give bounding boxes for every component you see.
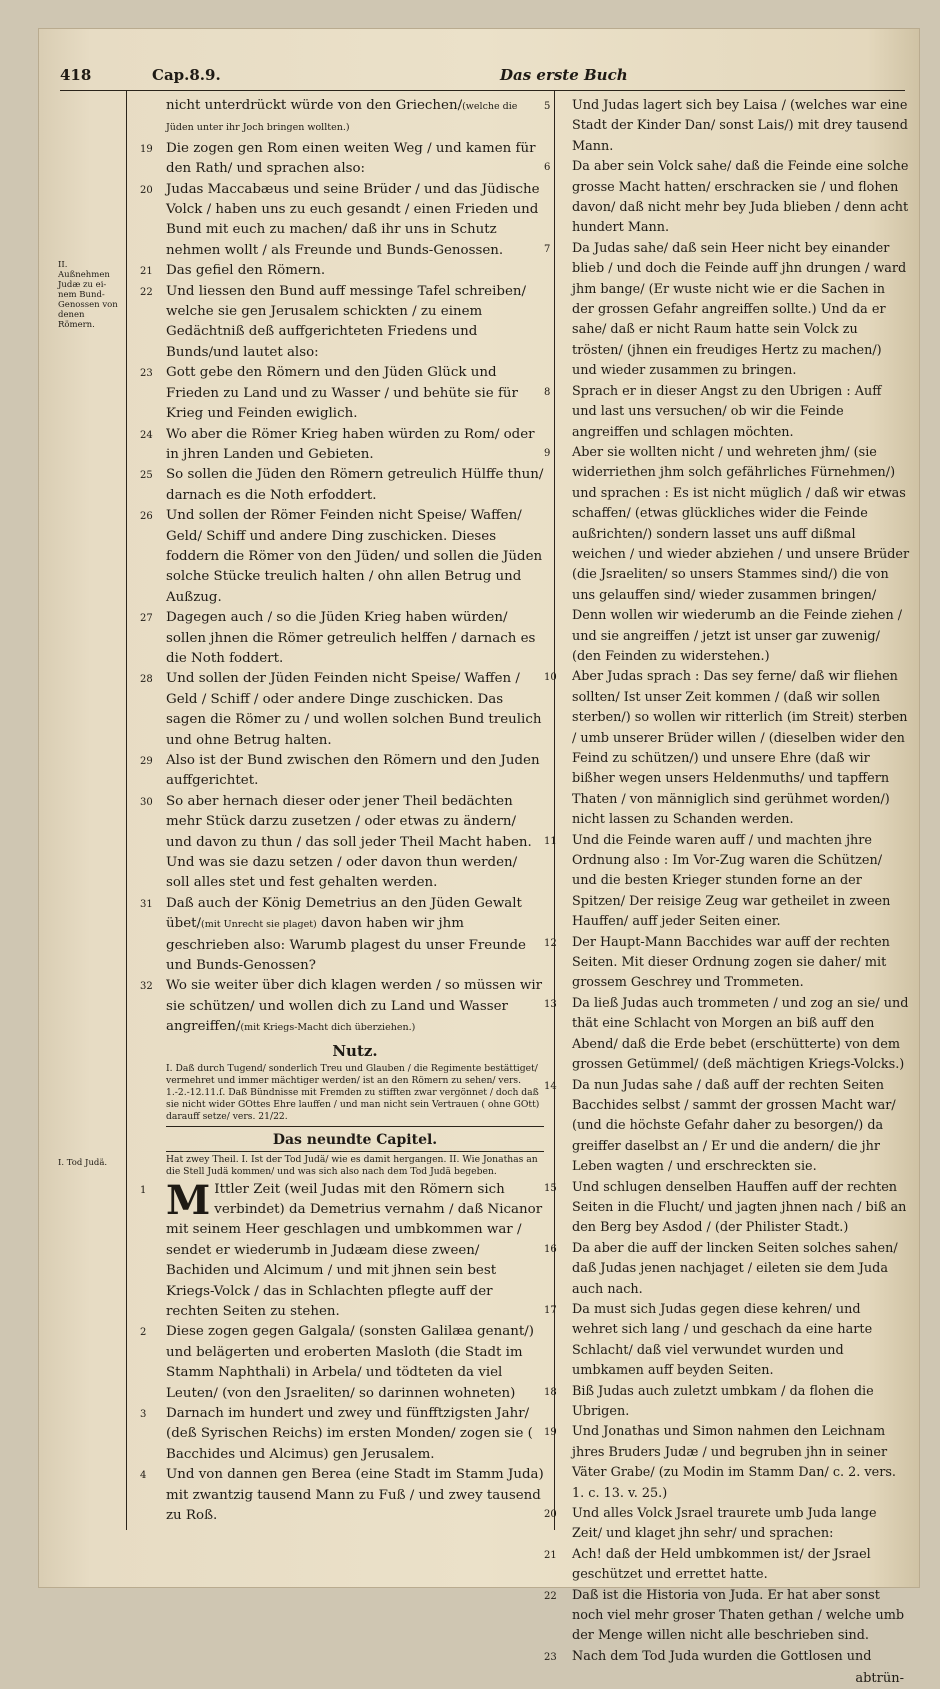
verse-text: Nach dem Tod Juda wurden die Gottlosen und — [572, 1648, 872, 1664]
verse-number: 26 — [140, 511, 153, 523]
verse-gloss: (mit Unrecht sie plaget) — [201, 919, 317, 931]
verse-text: Und Judas lagert sich bey Laisa / (welches war eine Stadt der Kinder Dan/ sonst Lais/) mit drey tausend Mann. — [572, 98, 908, 154]
verse-text: Wo sie weiter über dich klagen werden / so müssen wir sie schützen/ und wollen dich zu Land und Wasser angreiffen/ — [166, 978, 543, 1035]
verse — [544, 1545, 910, 1586]
verse-number: 21 — [544, 1549, 557, 1561]
chapter-reference: Cap.8.9. — [152, 66, 221, 84]
verse-text: Daß ist die Historia von Juda. Er hat aber sonst noch viel mehr groser Thaten gethan / welche umb der Menge willen nicht alle beschrieben sind. — [572, 1587, 905, 1644]
verse-gloss: (welche die Jüden unter ihr Joch bringen wollten.) — [166, 101, 518, 134]
verse — [140, 425, 544, 466]
verse-text: Und liessen den Bund auff messinge Tafel schreiben/ welche sie gen Jerusalem schickten / zu einem Gedächtniß deß auffgerichteten Friedens und Bunds/und lautet also: — [166, 283, 527, 360]
margin-divider — [126, 90, 127, 1530]
verse — [140, 608, 544, 669]
verse — [140, 261, 544, 281]
verse-text: Gott gebe den Römern und den Jüden Glück und Frieden zu Land und zu Wasser / und behüte sie für Krieg und Feinden ewiglich. — [166, 365, 518, 422]
verse-number: 30 — [140, 796, 153, 808]
margin-note-death: I. Tod Judä. — [58, 1158, 108, 1168]
verse-number: 10 — [544, 672, 557, 684]
verse — [140, 282, 544, 364]
verse-text: Also ist der Bund zwischen den Römern und den Juden auffgerichtet. — [166, 753, 540, 789]
verse — [140, 976, 544, 1038]
verse-number: 4 — [140, 1470, 147, 1482]
verse-number: 25 — [140, 470, 153, 482]
verse — [544, 933, 910, 994]
verse-text: nicht unterdrückt würde von den Griechen/ — [166, 98, 463, 113]
verse-number: 21 — [140, 266, 153, 278]
verse-number: 31 — [140, 898, 153, 910]
verse-text: Wo aber die Römer Krieg haben würden zu Rom/ oder in jhren Landen und Gebieten. — [166, 426, 535, 462]
verse-number: 2 — [140, 1327, 147, 1339]
verse-text: So sollen die Jüden den Römern getreulich Hülffe thun/ darnach es die Noth erfoddert. — [166, 467, 544, 503]
verse — [166, 96, 544, 139]
verse-number: 23 — [544, 1651, 557, 1663]
chapter-heading: Das neundte Capitel. — [166, 1130, 544, 1151]
verse-text: Und von dannen gen Berea (eine Stadt im Stamm Juda) mit zwantzig tausend Mann zu Fuß / und zwey tausend zu Roß. — [166, 1467, 544, 1523]
book-title: Das erste Buch — [500, 66, 628, 84]
verse-number: 7 — [544, 243, 551, 255]
verse-text: Und alles Volck Jsrael traurete umb Juda lange Zeit/ und klaget jhn sehr/ und sprachen: — [572, 1506, 877, 1542]
verse-number: 13 — [544, 998, 557, 1010]
chapter-summary: Hat zwey Theil. I. Ist der Tod Judä/ wie es damit hergangen. II. Wie Jonathas an die Stell Judä kommen/ und was sich also nach dem Tod Judä begeben. — [166, 1153, 538, 1177]
verse — [140, 506, 544, 608]
page-header — [60, 64, 905, 91]
verse-number: 1 — [140, 1184, 147, 1196]
verse — [140, 465, 544, 506]
verse — [140, 1176, 544, 1323]
verse-gloss: (mit Kriegs-Macht dich überziehen.) — [240, 1022, 416, 1034]
verse-text: Da aber die auff der lincken Seiten solches sahen/ daß Judas jenen nachjaget / eileten sie dem Juda auch nach. — [572, 1240, 898, 1297]
nutz-heading: Nutz. — [332, 1041, 378, 1060]
verse-number: 18 — [544, 1386, 557, 1398]
verse-text: Und die Feinde waren auff / und machten jhre Ordnung also : Im Vor-Zug waren die Schützen/ und die besten Krieger stunden forne an der Spitzen/ Der reisige Zeug war getheilet in zween Hauffen/ auff jeder Seiten einer. — [572, 832, 891, 930]
verse-text: Aber Judas sprach : Das sey ferne/ daß wir fliehen sollten/ Ist unser Zeit kommen / (daß wir sollen sterben/) so wollen wir ritterlich (im Streit) sterben / umb unserer Brüder willen / (dieselben wider den Feind zu schützen/) und unsere Ehre (daß wir bißher wegen unsers Heldenmuths/ und tapffern Thaten / von männiglich sind gerühmet worden/) nicht lassen zu Schanden werden. — [572, 669, 908, 828]
verse-number: 28 — [140, 674, 153, 686]
verse-text: Da nun Judas sahe / daß auff der rechten Seiten Bacchides selbst / sammt der grossen Macht war/ (und die höchste Gefahr daher zu besorgen/) da greiffer daselbst an / Er und die andern/ die jhr Leben wagten / und erschreckten sie. — [572, 1077, 896, 1175]
verse-text: Biß Judas auch zuletzt umbkam / da flohen die Ubrigen. — [572, 1383, 874, 1419]
verse-number: 11 — [544, 835, 557, 847]
verse-number: 29 — [140, 756, 153, 767]
verse-number: 19 — [140, 143, 153, 155]
verse-number: 24 — [140, 429, 153, 441]
margin-note-alliance: II. Außnehmen Judæ zu ei-nem Bund-Genossen von denen Römern. — [58, 260, 118, 330]
verse-text: Judas Maccabæus und seine Brüder / und das Jüdische Volck / haben uns zu euch gesandt / einen Frieden und Bund mit euch zu machen/ daß ihr uns in Schutz nehmen wollt / als Freunde und Bunds-Genossen. — [166, 181, 540, 258]
verse-number: 27 — [140, 613, 153, 625]
verse-number: 9 — [544, 447, 551, 459]
verse — [544, 443, 910, 667]
left-column — [140, 96, 544, 1526]
verse-number: 17 — [544, 1304, 557, 1316]
verse — [140, 751, 544, 792]
verse-text: Dagegen auch / so die Jüden Krieg haben würden/ sollen jhnen die Römer getreulich helffen / darnach es die Noth foddert. — [166, 610, 536, 666]
nutz-text: I. Daß durch Tugend/ sonderlich Treu und Glauben / die Regimente bestättiget/ vermehret und immer mächtiger werden/ ist an den Römern zu sehen/ vers. 1.-2.-12.11.ſ. Daß Bündnisse mit Fremden zu stifften zwar vergönnet / doch daß sie nicht wider GOttes Ehre lauffen / und man nicht sein Vertrauen ( ohne GOtt) darauff setze/ vers. 21/22. — [166, 1063, 544, 1127]
right-column — [544, 96, 910, 1686]
verse-text: Aber sie wollten nicht / und wehreten jhm/ (sie widerriethen jhm solch gefährliches Fürnehmen/) und sprachen : Es ist nicht müglich / daß wir etwas schaffen/ (etwas glückliches wider die Feinde außrichten/) sondern lasset uns auff dißmal weichen / und wieder abziehen / und unsere Brüder (die Jsraeliten/ so unsers Stammes sind/) die von uns gelauffen sind/ wieder zusammen bringen/ Denn wollen wir wiederumb an die Feinde ziehen / und sie angreiffen / jetzt ist unser gar zuwenig/ (den Feinden zu widerstehen.) — [572, 444, 910, 664]
verse-number: 15 — [544, 1182, 557, 1194]
verse-text: Sprach er in dieser Angst zu den Ubrigen : Auff und last uns versuchen/ ob wir die Feinde angreiffen und schlagen möchten. — [572, 383, 882, 440]
verse-text: Da aber sein Volck sahe/ daß die Feinde eine solche grosse Macht hatten/ erschracken sie / und flohen davon/ daß nicht mehr bey Juda blieben / denn acht hundert Mann. — [572, 159, 909, 236]
verse — [140, 792, 544, 894]
verse — [544, 96, 910, 157]
verse — [544, 1239, 910, 1300]
verse — [140, 180, 544, 262]
verse-text: Ittler Zeit (weil Judas mit den Römern sich verbindet) da Demetrius vernahm / daß Nicanor mit seinem Heer geschlagen und umbkommen war / sendet er wiederumb in Judæam diese zween/ Bachiden und Alcimum / und mit jhnen sein best Kriegs-Volck / das in Schlachten pflegte auff der rechten Seiten zu stehen. — [166, 1181, 543, 1319]
verse-number: 14 — [544, 1080, 557, 1092]
verse — [544, 1178, 910, 1239]
verse-number: 5 — [544, 101, 551, 112]
drop-cap: M — [166, 1176, 211, 1224]
verse-text: Diese zogen gegen Galgala/ (sonsten Galilæa genant/) und belägerten und eroberten Masloth (die Stadt im Stamm Naphthali) in Arbela/ und tödteten da viel Leuten/ (von den Jsraeliten/ so darinnen wohneten) — [166, 1324, 534, 1401]
verse — [140, 1465, 544, 1526]
verse-text: So aber hernach dieser oder jener Theil bedächten mehr Stück darzu zusetzen / oder etwas zu ändern/ und davon zu thun / das soll jeder Theil Macht haben. Und was sie dazu setzen / oder davon thun werden/ soll alles stet und fest gehalten werden. — [166, 793, 532, 891]
verse-text: Da must sich Judas gegen diese kehren/ und wehret sich lang / und geschach da eine harte Schlacht/ daß viel verwundet wurden und umbkamen auff beyden Seiten. — [572, 1301, 873, 1379]
verse-number: 6 — [544, 162, 551, 174]
verse-number: 19 — [544, 1427, 557, 1439]
verse — [140, 139, 544, 180]
verse-text: Und sollen der Jüden Feinden nicht Speise/ Waffen / Geld / Schiff / oder andere Dinge zuschicken. Das sagen die Römer zu / und wollen solchen Bund treulich und ohne Betrug halten. — [166, 671, 542, 748]
verse-text: Der Haupt-Mann Bacchides war auff der rechten Seiten. Mit dieser Ordnung zogen sie daher/ mit grossem Geschrey und Trommeten. — [572, 934, 890, 991]
verse-text: Da ließ Judas auch trommeten / und zog an sie/ und thät eine Schlacht von Morgen an biß auff den Abend/ daß die Erde bebet (erschütterte) von dem grossen Getümmel/ (deß mächtigen Kriegs-Volcks.) — [572, 995, 909, 1073]
verse — [140, 669, 544, 751]
verse-text: Und schlugen denselben Hauffen auff der rechten Seiten in die Flucht/ und jagten jhnen nach / biß an den Berg bey Asdod / (der Philister Stadt.) — [572, 1179, 907, 1236]
verse — [544, 382, 910, 443]
verse — [544, 1586, 910, 1647]
verse-text: Die zogen gen Rom einen weiten Weg / und kamen für den Rath/ und sprachen also: — [166, 140, 536, 177]
page-number: 418 — [60, 66, 92, 84]
verse — [544, 1504, 910, 1545]
verse — [140, 894, 544, 977]
verse — [544, 1382, 910, 1423]
verse-text: Und sollen der Römer Feinden nicht Speise/ Waffen/ Geld/ Schiff und andere Ding zuschicken. Dieses foddern die Römer von den Jüden/ und sollen die Jüden solche Stücke treulich halten / ohn allen Betrug und Außzug. — [166, 508, 543, 605]
book-page — [38, 28, 920, 1686]
verse-text: Ach! daß der Held umbkommen ist/ der Jsrael geschützet und errettet hatte. — [572, 1546, 871, 1583]
verse — [140, 1322, 544, 1404]
verse — [544, 1422, 910, 1504]
verse-text: Daß auch der König Demetrius an den Jüden Gewalt übet/ — [166, 895, 522, 932]
catchword: abtrün- — [855, 1670, 904, 1686]
verse-number: 16 — [544, 1243, 557, 1255]
verse — [544, 667, 910, 830]
verse-text: Darnach im hundert und zwey und fünfftzigsten Jahr/ (deß Syrischen Reichs) im ersten Monden/ zogen sie ( Bacchides und Alcimus) gen Jerusalem. — [166, 1405, 533, 1462]
verse-text: Und Jonathas und Simon nahmen den Leichnam jhres Bruders Judæ / und begruben jhn in seiner Väter Grabe/ (zu Modin im Stamm Dan/ c. 2. vers. 1. c. 13. v. 25.) — [572, 1424, 896, 1501]
verse — [140, 363, 544, 424]
verse-number: 22 — [544, 1590, 557, 1602]
verse-number: 20 — [544, 1509, 557, 1521]
verse-number: 12 — [544, 937, 557, 949]
verse — [544, 831, 910, 933]
verse — [544, 1647, 910, 1667]
verse — [140, 1404, 544, 1465]
verse-number: 32 — [140, 981, 153, 993]
verse — [544, 994, 910, 1076]
verse-number: 8 — [544, 386, 551, 398]
verse — [544, 1076, 910, 1178]
verse-number: 23 — [140, 368, 153, 380]
verse — [544, 157, 910, 239]
verse-text: Da Judas sahe/ daß sein Heer nicht bey einander blieb / und doch die Feinde auff jhn drungen / ward jhm bange/ (Er wuste nicht wie er die Sachen in der grossen Gefahr angreiffen sollte.) Und da er sahe/ daß er nicht Raum hatte sein Volck zu trösten/ (jhnen ein freudiges Hertz zu machen/) und wieder zusammen zu bringen. — [572, 240, 907, 379]
verse-number: 22 — [140, 286, 153, 298]
verse-text: Das gefiel den Römern. — [166, 263, 326, 279]
verse-number: 3 — [140, 1408, 147, 1420]
verse — [544, 239, 910, 382]
verse-text-continued: davon haben wir jhm geschrieben also: Warumb plagest du unser Freunde und Bunds-Genossen? — [166, 916, 526, 974]
verse-number: 20 — [140, 184, 153, 196]
verse — [544, 1300, 910, 1382]
